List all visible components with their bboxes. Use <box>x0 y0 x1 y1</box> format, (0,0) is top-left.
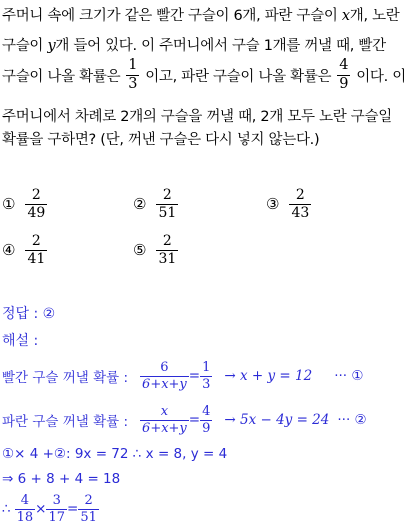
red-equation: → x + y = 12 <box>224 368 313 384</box>
equals-sign: = <box>188 412 201 428</box>
choice-5[interactable] <box>133 234 178 266</box>
question-line-5: 확률을 구하면? (단, 꺼낸 구슬은 다시 넣지 않는다.) <box>2 132 320 148</box>
final-fraction-2: $\frac{3}{17}$ <box>48 492 65 525</box>
choice-marker: ⑤ <box>133 241 147 260</box>
question-text: 이다. 이 <box>356 68 406 85</box>
times-symbol: × <box>35 501 47 517</box>
final-fraction-1: $\frac{4}{18}$ <box>16 492 34 525</box>
question-text: 구슬이 나올 확률은 <box>2 68 121 85</box>
combine-equations-line: ①× 4 +②: 9x = 72 ∴ x = 8, y = 4 <box>2 446 228 462</box>
answer-label: 정답 : ② <box>2 306 56 322</box>
fraction-one-third: $\frac{1}{3}$ <box>128 57 138 92</box>
fraction-four-ninths: $\frac{4}{9}$ <box>339 57 349 92</box>
therefore-symbol: ∴ <box>2 501 11 517</box>
four-ninths-fraction: $\frac{4}{9}$ <box>202 403 211 436</box>
choice-fraction: $\frac{2}{31}$ <box>158 233 177 267</box>
one-third-fraction: $\frac{1}{3}$ <box>202 359 211 392</box>
red-probability-label: 빨간 구슬 꺼낼 확률 : <box>2 370 129 386</box>
choice-fraction: $\frac{2}{51}$ <box>158 187 177 221</box>
choice-1[interactable] <box>2 188 47 220</box>
blue-probability-fraction: $\frac{x}{6+x+y}$ <box>142 403 187 436</box>
choice-4[interactable] <box>2 234 47 266</box>
equals-sign: = <box>188 368 201 384</box>
blue-equation: → 5x − 4y = 24 <box>224 412 330 428</box>
question-text: 개 들어 있다. 이 주머니에서 구슬 1개를 꺼낼 때, 빨간 <box>55 38 386 54</box>
variable-x: x <box>341 8 350 24</box>
total-marbles-line: ⇒ 6 + 8 + 4 = 18 <box>2 471 121 487</box>
choice-marker: ④ <box>2 241 16 260</box>
choice-fraction: $\frac{2}{49}$ <box>27 187 46 221</box>
red-probability-fraction: $\frac{6}{6+x+y}$ <box>142 359 187 392</box>
question-line-2 <box>2 34 386 55</box>
choice-marker: ① <box>2 195 16 214</box>
final-answer-line <box>2 490 99 528</box>
variable-y: y <box>47 38 56 54</box>
question-text: 이고, 파란 구슬이 나올 확률은 <box>145 68 332 85</box>
equals-sign: = <box>67 501 79 517</box>
choice-fraction: $\frac{2}{43}$ <box>291 187 310 221</box>
choice-fraction: $\frac{2}{41}$ <box>27 233 46 267</box>
question-line-4: 주머니에서 차례로 2개의 구슬을 꺼낼 때, 2개 모두 노란 구슬일 <box>2 109 392 125</box>
question-line-3 <box>2 55 406 95</box>
final-fraction-3: $\frac{2}{51}$ <box>80 492 97 525</box>
blue-probability-label: 파란 구슬 꺼낼 확률 : <box>2 414 129 430</box>
choice-marker: ② <box>133 195 147 214</box>
equation-tag-1: ··· ① <box>334 368 364 384</box>
question-text: 개, 노란 <box>349 8 400 24</box>
question-text: 구슬이 <box>2 38 48 54</box>
explanation-label: 해설 : <box>2 333 39 349</box>
red-probability-line <box>2 356 363 396</box>
blue-probability-line <box>2 400 367 440</box>
choice-3[interactable] <box>266 188 311 220</box>
equation-tag-2: ··· ② <box>337 412 367 428</box>
choice-marker: ③ <box>266 195 280 214</box>
question-line-1 <box>2 4 400 25</box>
question-text: 주머니 속에 크기가 같은 빨간 구슬이 6개, 파란 구슬이 <box>2 8 342 24</box>
choice-2[interactable] <box>133 188 178 220</box>
